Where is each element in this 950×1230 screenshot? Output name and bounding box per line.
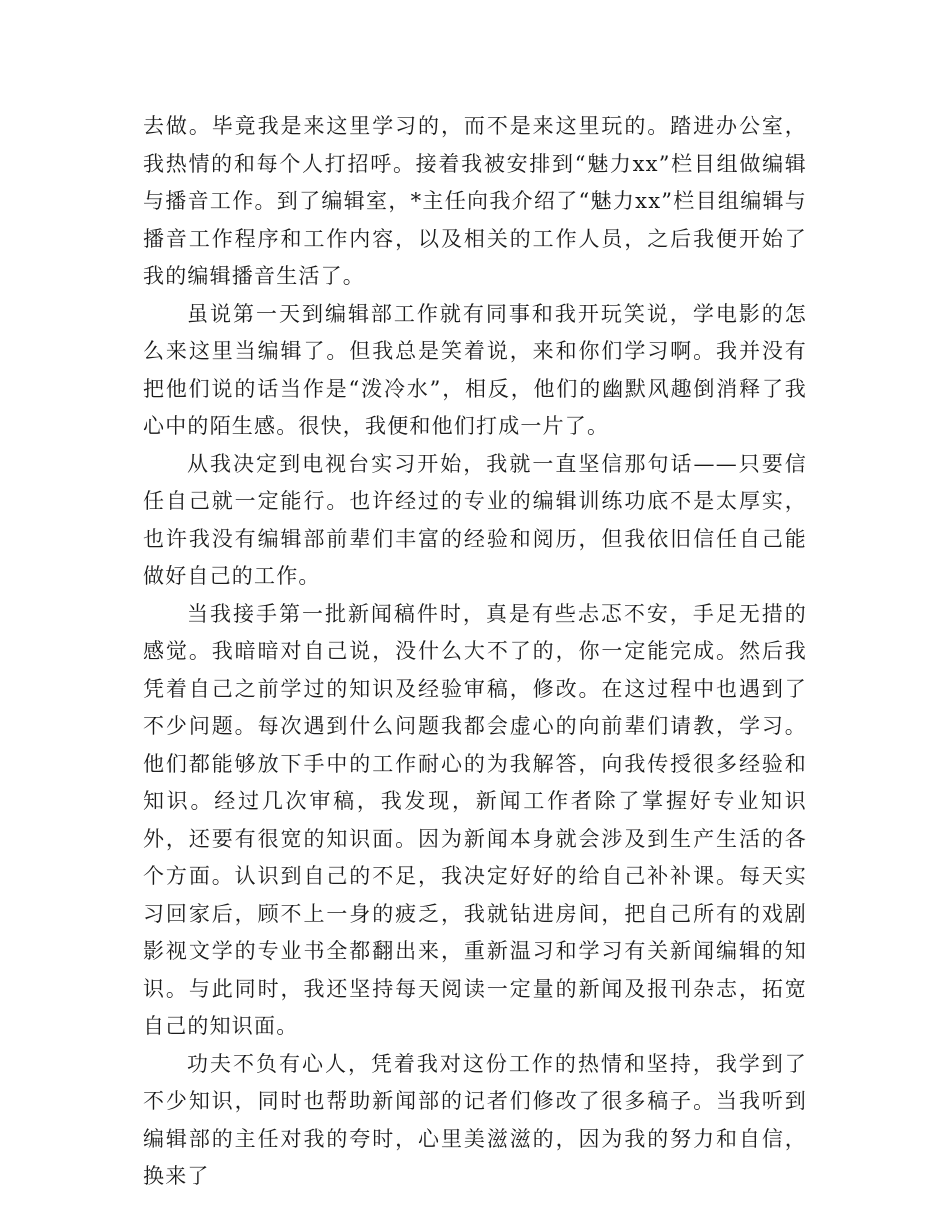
paragraph-1: 去做。毕竟我是来这里学习的，而不是来这里玩的。踏进办公室，我热情的和每个人打招呼。接着我被安排到“魅力xx”栏目组做编辑与播音工作。到了编辑室，*主任向我介绍了“魅力xx”栏目组编辑与播音工作程序和工作内容，以及相关的工作人员，之后我便开始了我的编辑播音生活了。: [143, 114, 807, 288]
paragraph-3: 从我决定到电视台实习开始，我就一直坚信那句话——只要信任自己就一定能行。也许经过的专业的编辑训练功底不是太厚实，也许我没有编辑部前辈们丰富的经验和阅历，但我依旧信任自己能做好自己的工作。: [143, 451, 807, 588]
paragraph-4: 当我接手第一批新闻稿件时，真是有些忐忑不安，手足无措的感觉。我暗暗对自己说，没什么大不了的，你一定能完成。然后我凭着自己之前学过的知识及经验审稿，修改。在这过程中也遇到了不少问题。每次遇到什么问题我都会虚心的向前辈们请教，学习。他们都能够放下手中的工作耐心的为我解答，向我传授很多经验和知识。经过几次审稿，我发现，新闻工作者除了掌握好专业知识外，还要有很宽的知识面。因为新闻本身就会涉及到生产生活的各个方面。认识到自己的不足，我决定好好的给自己补补课。每天实习回家后，顾不上一身的疲乏，我就钻进房间，把自己所有的戏剧影视文学的专业书全都翻出来，重新温习和学习有关新闻编辑的知识。与此同时，我还坚持每天阅读一定量的新闻及报刊杂志，拓宽自己的知识面。: [143, 601, 807, 1038]
paragraph-2: 虽说第一天到编辑部工作就有同事和我开玩笑说，学电影的怎么来这里当编辑了。但我总是笑着说，来和你们学习啊。我并没有把他们说的话当作是“泼冷水”，相反，他们的幽默风趣倒消释了我心中的陌生感。很快，我便和他们打成一片了。: [143, 301, 807, 438]
paragraph-5: 功夫不负有心人，凭着我对这份工作的热情和坚持，我学到了不少知识，同时也帮助新闻部的记者们修改了很多稿子。当我听到编辑部的主任对我的夸时，心里美滋滋的，因为我的努力和自信，换来了: [143, 1051, 807, 1188]
document-body: [143, 108, 807, 1196]
